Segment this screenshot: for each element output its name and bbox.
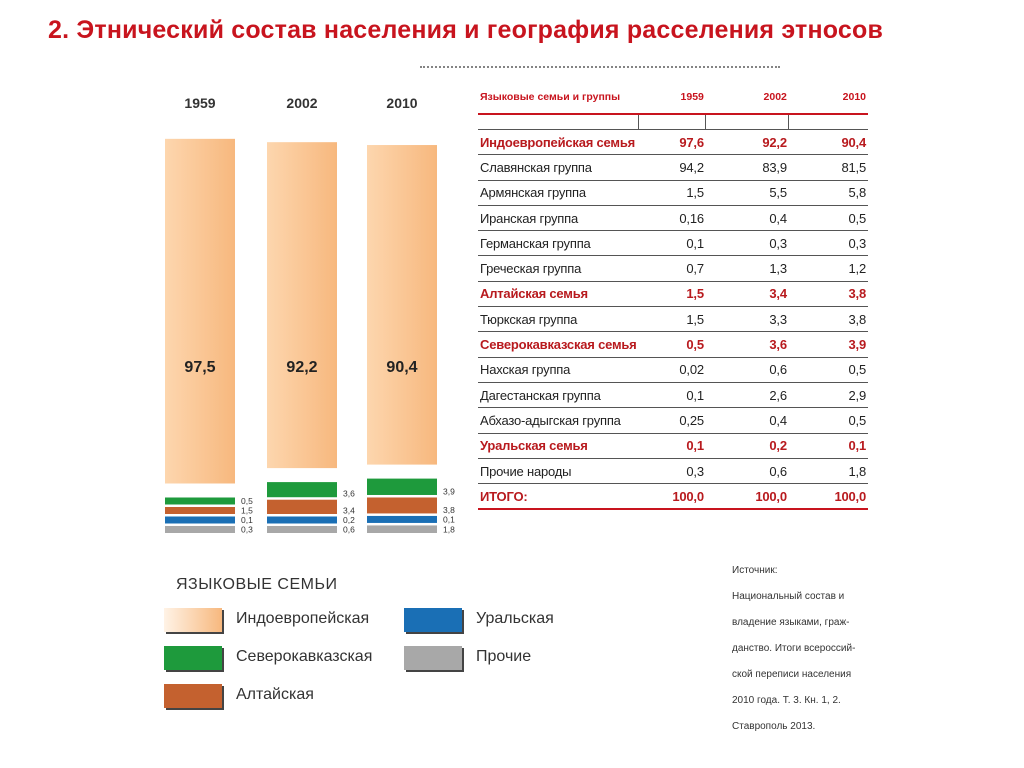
table-cell-value: 83,9 <box>706 155 789 180</box>
table-cell-value: 1,2 <box>789 256 868 281</box>
table-cell-value: 0,5 <box>789 408 868 433</box>
language-families-table <box>478 88 868 510</box>
legend-swatch <box>404 608 462 632</box>
source-line: Национальный состав и <box>732 591 845 602</box>
legend-label: Прочие <box>476 648 532 665</box>
table-row-family <box>478 332 868 357</box>
bar-segment-2010-Индоевропейская <box>367 145 437 465</box>
table-cell-value: 0,1 <box>789 433 868 458</box>
segment-label-1959-Уральская: 0,1 <box>241 515 253 525</box>
table-cell-name: Алтайская семья <box>478 281 639 306</box>
legend-title: ЯЗЫКОВЫЕ СЕМЬИ <box>176 576 338 593</box>
main-value-label-2002: 92,2 <box>286 359 318 376</box>
table-cell-value: 0,5 <box>789 357 868 382</box>
table-row <box>478 307 868 332</box>
bar-segment-1959-Алтайская <box>165 507 235 514</box>
bar-segment-2002-Северокавказская <box>267 482 337 497</box>
table-row <box>478 458 868 483</box>
table-cell-value: 92,2 <box>706 130 789 155</box>
bar-segment-1959-Индоевропейская <box>165 139 235 484</box>
table-header-2010: 2010 <box>789 88 868 114</box>
bar-segment-1959-Прочие <box>165 526 235 533</box>
source-line: Ставрополь 2013. <box>732 721 816 732</box>
table-cell-value: 0,4 <box>706 408 789 433</box>
table-cell-value: 5,8 <box>789 180 868 205</box>
legend-label: Северокавказская <box>236 648 373 665</box>
table-cell-name: Армянская группа <box>478 180 639 205</box>
table-cell-value: 100,0 <box>706 484 789 510</box>
bar-segment-2002-Алтайская <box>267 500 337 514</box>
table-header-2002: 2002 <box>706 88 789 114</box>
table-cell-value: 0,3 <box>789 231 868 256</box>
table-cell-name: ИТОГО: <box>478 484 639 510</box>
segment-label-2010-Алтайская: 3,8 <box>443 504 455 515</box>
segment-label-2010-Уральская: 0,1 <box>443 514 455 525</box>
table-cell-value: 3,6 <box>706 332 789 357</box>
table-cell-name: Тюркская группа <box>478 307 639 332</box>
legend <box>164 572 584 722</box>
table-cell-value: 0,7 <box>639 256 706 281</box>
segment-label-2002-Прочие: 0,6 <box>343 524 355 535</box>
table-cell-name: Дагестанская группа <box>478 382 639 407</box>
table-row-family <box>478 433 868 458</box>
segment-label-2002-Уральская: 0,2 <box>343 515 355 525</box>
legend-swatch <box>404 646 462 670</box>
bar-segment-2010-Алтайская <box>367 497 437 513</box>
table-cell-name: Иранская группа <box>478 205 639 230</box>
table-cell-value: 3,8 <box>789 281 868 306</box>
table-cell-value: 1,8 <box>789 458 868 483</box>
table-cell-name: Нахская группа <box>478 357 639 382</box>
main-value-label-1959: 97,5 <box>184 359 216 376</box>
table-cell-name: Абхазо-адыгская группа <box>478 408 639 433</box>
table-cell-name: Греческая группа <box>478 256 639 281</box>
table-cell-value: 0,1 <box>639 231 706 256</box>
legend-label: Алтайская <box>236 686 314 703</box>
table-cell-value: 2,6 <box>706 382 789 407</box>
segment-label-2002-Северокавказская: 3,6 <box>343 488 355 499</box>
table-cell-value: 100,0 <box>639 484 706 510</box>
year-label-2002: 2002 <box>286 95 318 111</box>
table-spacer-row <box>478 114 868 130</box>
bar-segment-2002-Прочие <box>267 526 337 533</box>
bar-segment-2002-Индоевропейская <box>267 142 337 468</box>
source-line: владение языками, граж- <box>732 617 850 628</box>
table-cell-value: 0,4 <box>706 205 789 230</box>
table-row-total <box>478 484 868 510</box>
table-row-family <box>478 281 868 306</box>
table-cell-value: 0,02 <box>639 357 706 382</box>
cropped-header-line <box>420 66 780 71</box>
source-note <box>732 558 882 740</box>
table-cell-value: 1,3 <box>706 256 789 281</box>
segment-label-1959-Прочие: 0,3 <box>241 524 253 535</box>
legend-swatch <box>164 608 222 632</box>
table-cell-name: Индоевропейская семья <box>478 130 639 155</box>
segment-label-2010-Прочие: 1,8 <box>443 524 455 535</box>
table-row <box>478 155 868 180</box>
bar-segment-2010-Уральская <box>367 516 437 523</box>
table-cell-name: Прочие народы <box>478 458 639 483</box>
table-cell-value: 3,4 <box>706 281 789 306</box>
page-title: 2. Этнический состав населения и география расселения этносов <box>48 16 884 44</box>
table-row <box>478 231 868 256</box>
table-cell-value: 1,5 <box>639 180 706 205</box>
year-label-1959: 1959 <box>184 95 216 111</box>
table-cell-value: 0,6 <box>706 458 789 483</box>
table-cell-value: 0,5 <box>789 205 868 230</box>
bar-segment-2002-Уральская <box>267 517 337 524</box>
segment-label-2010-Северокавказская: 3,9 <box>443 486 455 497</box>
table-cell-name: Германская группа <box>478 231 639 256</box>
table-row <box>478 382 868 407</box>
table-cell-value: 100,0 <box>789 484 868 510</box>
table-header-1959: 1959 <box>639 88 706 114</box>
table-row <box>478 357 868 382</box>
table-row <box>478 205 868 230</box>
segment-label-1959-Алтайская: 1,5 <box>241 505 253 516</box>
table-row <box>478 180 868 205</box>
source-line: 2010 года. Т. 3. Кн. 1, 2. <box>732 695 841 706</box>
table-cell-value: 5,5 <box>706 180 789 205</box>
legend-swatch <box>164 684 222 708</box>
table-cell-value: 97,6 <box>639 130 706 155</box>
table-cell-value: 90,4 <box>789 130 868 155</box>
table-cell-value: 3,3 <box>706 307 789 332</box>
table-cell-value: 94,2 <box>639 155 706 180</box>
source-line: данство. Итоги всероссий- <box>732 643 856 654</box>
table-header-row <box>478 88 868 114</box>
bar-segment-1959-Уральская <box>165 517 235 524</box>
table-cell-value: 1,5 <box>639 307 706 332</box>
legend-swatch <box>164 646 222 670</box>
table-cell-value: 0,1 <box>639 433 706 458</box>
table-row <box>478 408 868 433</box>
legend-label: Индоевропейская <box>236 610 370 627</box>
table-cell-value: 0,3 <box>706 231 789 256</box>
table-cell-value: 0,5 <box>639 332 706 357</box>
table-cell-value: 3,9 <box>789 332 868 357</box>
table-row <box>478 256 868 281</box>
table-cell-value: 0,3 <box>639 458 706 483</box>
table-row-family <box>478 130 868 155</box>
table-cell-value: 1,5 <box>639 281 706 306</box>
table-cell-value: 0,2 <box>706 433 789 458</box>
bar-segment-2010-Северокавказская <box>367 479 437 495</box>
table-cell-value: 0,6 <box>706 357 789 382</box>
year-label-2010: 2010 <box>386 95 418 111</box>
segment-label-2002-Алтайская: 3,4 <box>343 505 355 516</box>
table-cell-value: 81,5 <box>789 155 868 180</box>
stacked-bar-chart <box>0 0 470 560</box>
table-cell-value: 2,9 <box>789 382 868 407</box>
table-cell-value: 0,25 <box>639 408 706 433</box>
main-value-label-2010: 90,4 <box>386 359 418 376</box>
table-cell-name: Славянская группа <box>478 155 639 180</box>
legend-label: Уральская <box>476 610 554 627</box>
bar-segment-1959-Северокавказская <box>165 498 235 505</box>
bar-segment-2010-Прочие <box>367 525 437 533</box>
source-line: ской переписи населения <box>732 669 852 680</box>
source-line: Источник: <box>732 565 778 576</box>
table-cell-name: Уральская семья <box>478 433 639 458</box>
segment-label-1959-Северокавказская: 0,5 <box>241 496 253 506</box>
table-cell-value: 3,8 <box>789 307 868 332</box>
table-cell-value: 0,1 <box>639 382 706 407</box>
table-cell-name: Северокавказская семья <box>478 332 639 357</box>
table-header-name: Языковые семьи и группы <box>478 88 639 114</box>
table-cell-value: 0,16 <box>639 205 706 230</box>
